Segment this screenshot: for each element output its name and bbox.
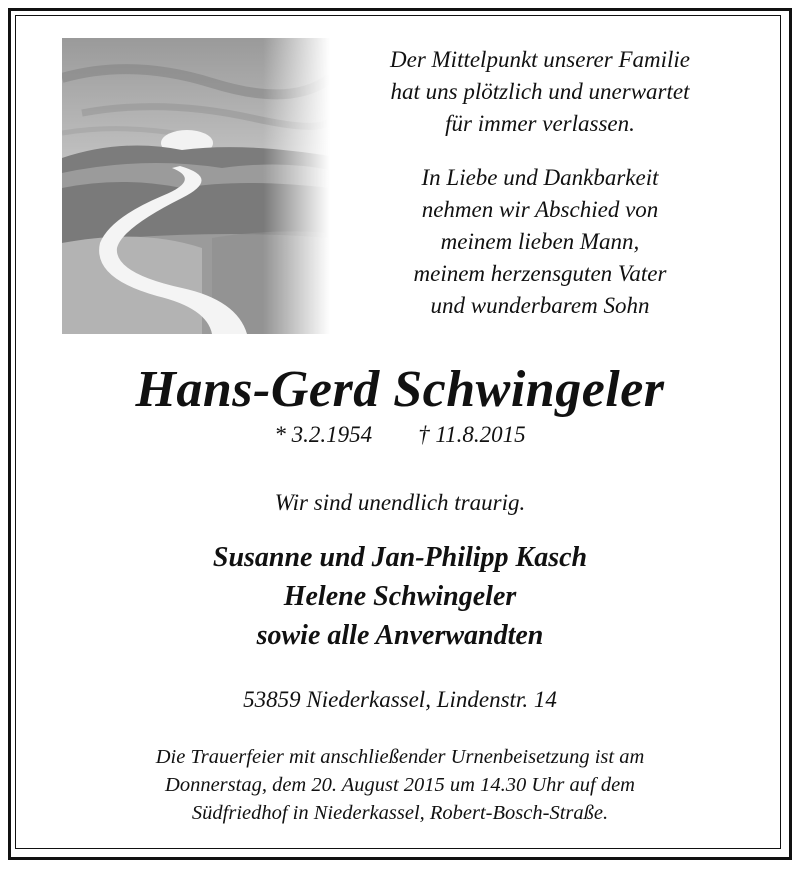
deceased-name: Hans-Gerd Schwingeler — [135, 361, 665, 418]
death-date: † 11.8.2015 — [418, 422, 526, 447]
intro-line: meinem herzensguten Vater — [413, 261, 667, 286]
intro-line: meinem lieben Mann, — [440, 229, 640, 254]
mourners-list — [0, 538, 800, 655]
sadness-line: Wir sind unendlich traurig. — [274, 490, 526, 515]
intro-text — [340, 44, 740, 322]
mourner-line: Susanne und Jan-Philipp Kasch — [212, 542, 588, 573]
mourner-line: Helene Schwingeler — [283, 581, 517, 612]
landscape-illustration-icon — [62, 38, 330, 334]
intro-line: nehmen wir Abschied von — [421, 197, 659, 222]
intro-line: Der Mittelpunkt unserer Familie — [390, 47, 690, 72]
intro-line: In Liebe und Dankbarkeit — [421, 165, 659, 190]
service-line: Donnerstag, dem 20. August 2015 um 14.30 Uhr auf dem — [165, 774, 635, 796]
life-dates — [0, 422, 800, 448]
intro-line: hat uns plötzlich und unerwartet — [390, 79, 690, 104]
service-info — [0, 743, 800, 827]
birth-date: * 3.2.1954 — [274, 422, 373, 447]
intro-line: für immer verlassen. — [445, 111, 635, 136]
mourner-line: sowie alle Anverwandten — [256, 620, 544, 651]
service-line: Die Trauerfeier mit anschließender Urnenbeisetzung ist am — [155, 746, 645, 768]
intro-line: und wunderbarem Sohn — [430, 293, 650, 318]
address: 53859 Niederkassel, Lindenstr. 14 — [243, 687, 557, 712]
service-line: Südfriedhof in Niederkassel, Robert-Bosch-Straße. — [191, 802, 609, 824]
